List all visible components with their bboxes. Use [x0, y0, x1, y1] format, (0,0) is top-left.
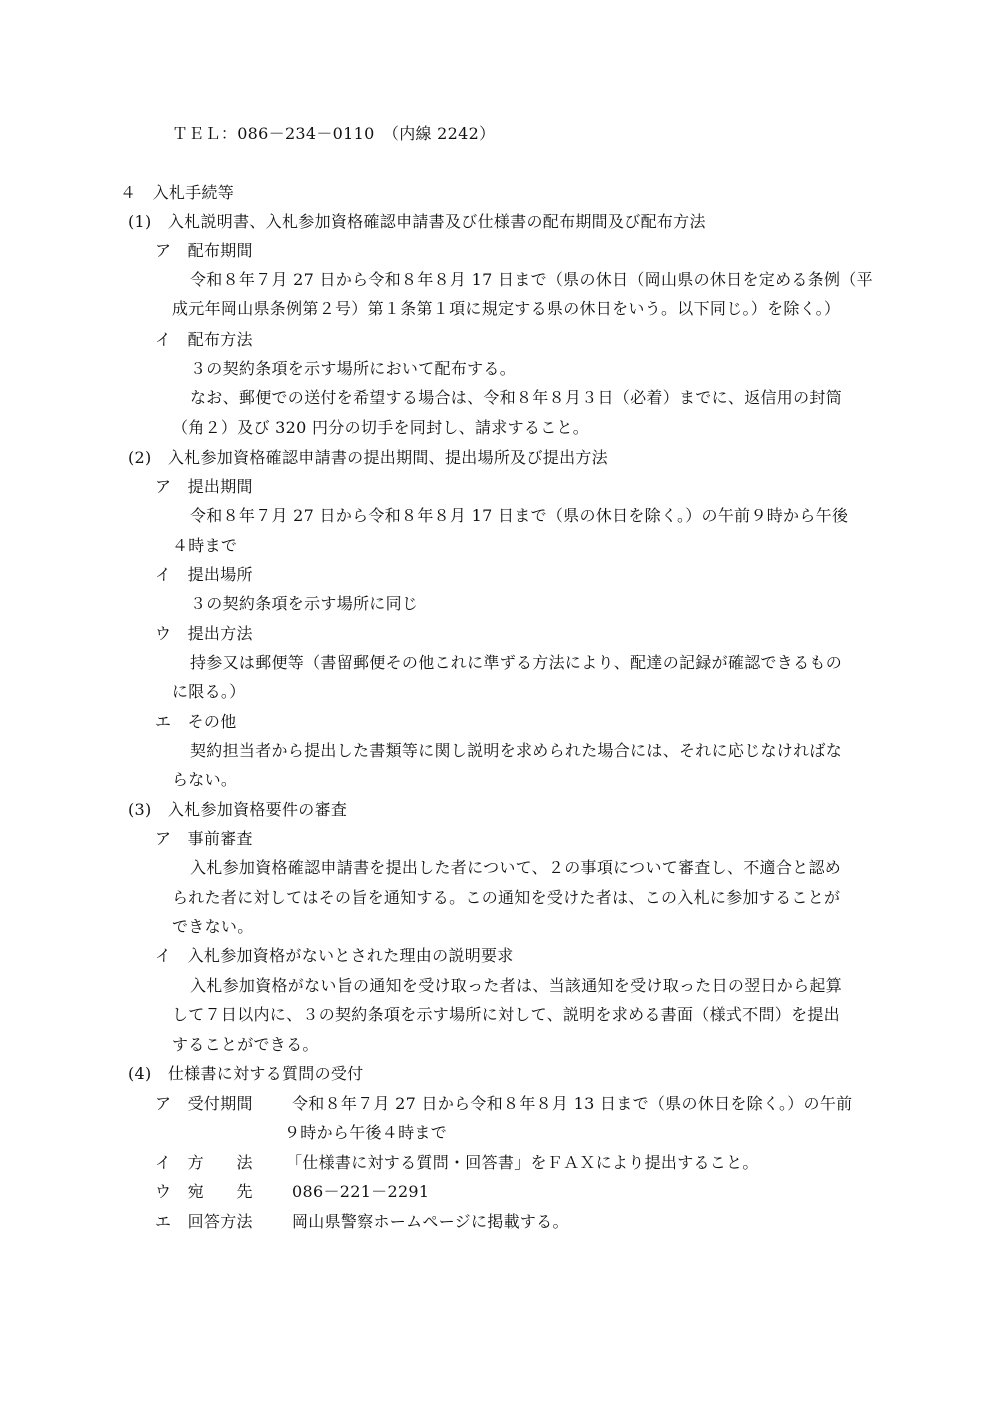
- item1-a-text: 令和８年７月 27 日から令和８年８月 17 日まで（県の休日（岡山県の休日を定める条例（平: [190, 270, 873, 289]
- item1-b-text: （角２）及び 320 円分の切手を同封し、請求すること。: [172, 418, 590, 437]
- item2-title: (2) 入札参加資格確認申請書の提出期間、提出場所及び提出方法: [128, 448, 608, 467]
- item3-a-text: 入札参加資格確認申請書を提出した者について、２の事項について審査し、不適合と認め: [190, 858, 842, 877]
- item4-row-value: 086－221－2291: [292, 1182, 430, 1201]
- item2-c-text: 持参又は郵便等（書留郵便その他これに準ずる方法により、配達の記録が確認できるもの: [190, 653, 843, 672]
- item3-a-text: できない。: [172, 917, 254, 936]
- item2-d-text: 契約担当者から提出した書類等に関し説明を求められた場合には、それに応じなければな: [190, 741, 843, 760]
- item2-c-text: に限る。）: [172, 682, 246, 701]
- item4-row-value: 岡山県警察ホームページに掲載する。: [292, 1212, 569, 1231]
- item1-b-title: イ 配布方法: [155, 330, 253, 349]
- tel-line: ＴＥＬ：086－234－0110 （内線 2242）: [172, 124, 496, 143]
- section-heading: ４ 入札手続等: [120, 183, 235, 202]
- item2-a-title: ア 提出期間: [155, 477, 253, 496]
- item3-a-text: られた者に対してはその旨を通知する。この通知を受けた者は、この入札に参加することが: [172, 888, 841, 907]
- item2-c-title: ウ 提出方法: [155, 624, 253, 643]
- item4-row-label: ウ 宛 先: [155, 1182, 253, 1201]
- item3-title: (3) 入札参加資格要件の審査: [128, 800, 348, 819]
- item1-b-text: ３の契約条項を示す場所において配布する。: [190, 359, 517, 378]
- item4-row-label: ア 受付期間: [155, 1094, 253, 1113]
- item4-row-label: イ 方 法: [155, 1153, 253, 1172]
- item2-a-text: 令和８年７月 27 日から令和８年８月 17 日まで（県の休日を除く。）の午前９時から午後: [190, 506, 849, 525]
- item3-b-text: することができる。: [172, 1035, 319, 1054]
- item2-b-text: ３の契約条項を示す場所に同じ: [190, 594, 419, 613]
- item4-row-label: エ 回答方法: [155, 1212, 253, 1231]
- item1-a-text: 成元年岡山県条例第２号）第１条第１項に規定する県の休日をいう。以下同じ。）を除く。）: [172, 299, 841, 318]
- item1-a-title: ア 配布期間: [155, 241, 253, 260]
- item4-row-value: 令和８年７月 27 日から令和８年８月 13 日まで（県の休日を除く。）の午前: [292, 1094, 853, 1113]
- item3-a-title: ア 事前審査: [155, 829, 253, 848]
- item2-d-title: エ その他: [155, 712, 237, 731]
- item3-b-text: 入札参加資格がない旨の通知を受け取った者は、当該通知を受け取った日の翌日から起算: [190, 976, 843, 995]
- item2-a-text: ４時まで: [172, 536, 238, 555]
- item4-row-value: 「仕様書に対する質問・回答書」をＦＡＸにより提出すること。: [286, 1153, 759, 1172]
- item3-b-text: して７日以内に、３の契約条項を示す場所に対して、説明を求める書面（様式不問）を提出: [172, 1005, 840, 1024]
- item2-d-text: らない。: [172, 770, 238, 789]
- item4-row-value: ９時から午後４時まで: [284, 1123, 448, 1142]
- item1-b-text: なお、郵便での送付を希望する場合は、令和８年８月３日（必着）までに、返信用の封筒: [190, 388, 843, 407]
- item2-b-title: イ 提出場所: [155, 565, 253, 584]
- item1-title: (1) 入札説明書、入札参加資格確認申請書及び仕様書の配布期間及び配布方法: [128, 212, 706, 231]
- item4-title: (4) 仕様書に対する質問の受付: [128, 1064, 364, 1083]
- item3-b-title: イ 入札参加資格がないとされた理由の説明要求: [155, 946, 514, 965]
